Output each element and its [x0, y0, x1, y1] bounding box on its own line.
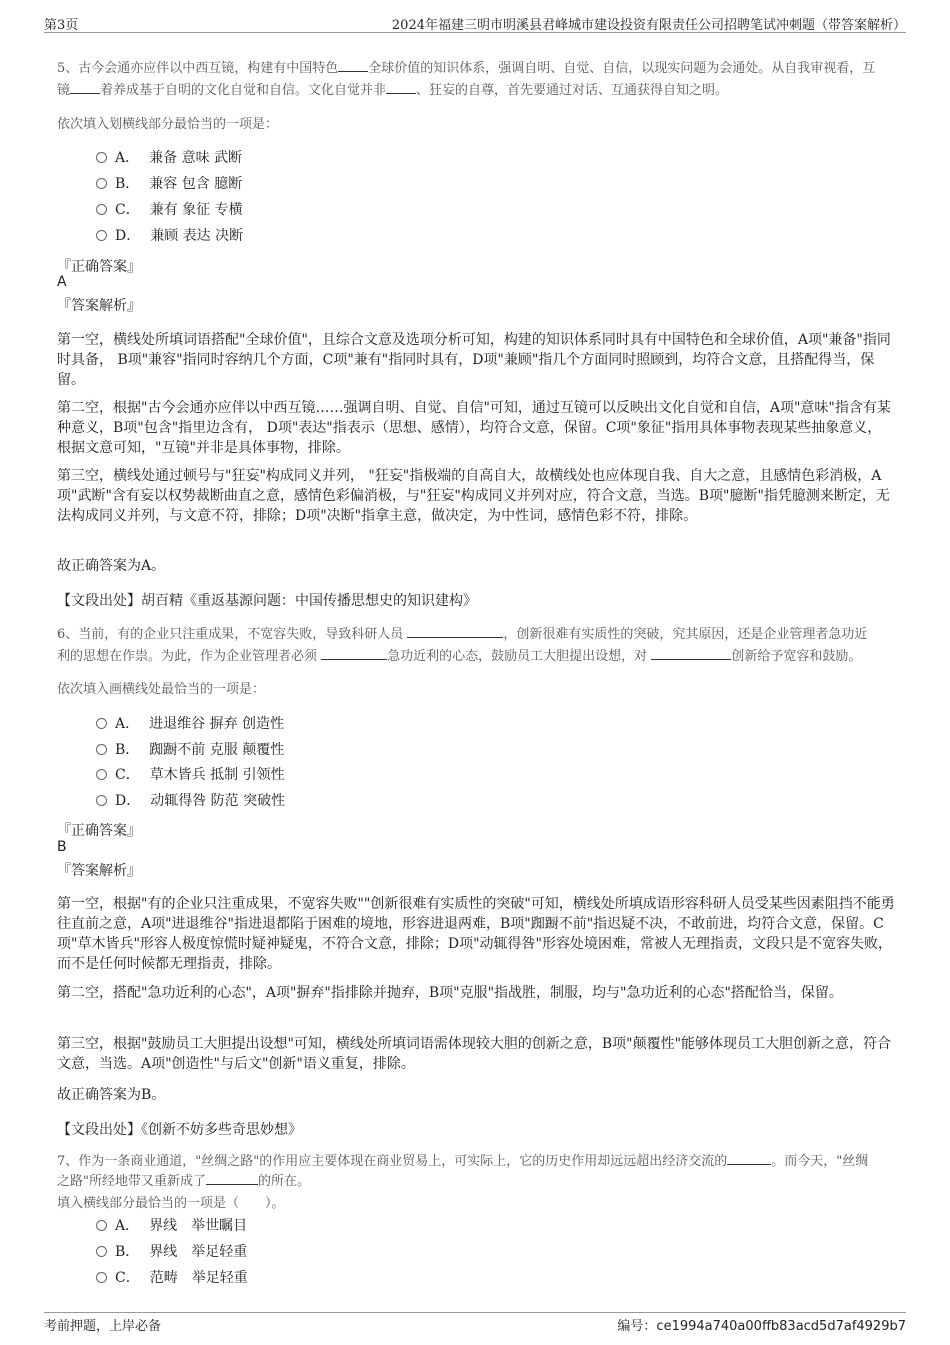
- q6-analysis-label: 『答案解析』: [57, 863, 141, 879]
- q5-answer: A: [57, 274, 67, 290]
- q6-option-d[interactable]: D． 动辄得咎 防范 突破性: [96, 790, 285, 812]
- q7-option-b[interactable]: B． 界线 举足轻重: [96, 1241, 247, 1263]
- q5-option-b[interactable]: B． 兼容 包含 臆断: [96, 173, 242, 195]
- q7-prompt: 填入横线部分最恰当的一项是（ ）。: [57, 1196, 285, 1211]
- q7-option-a[interactable]: A． 界线 举世瞩目: [96, 1215, 247, 1237]
- q6-answer: B: [57, 839, 67, 855]
- blank: [321, 647, 387, 660]
- footer-slogan: 考前押题，上岸必备: [44, 1319, 162, 1334]
- blank: [206, 1172, 258, 1185]
- q6-analysis-3: 第三空，根据"鼓励员工大胆提出设想"可知，横线处所填词语需体现较大胆的创新之意，B项"颠覆性"能够体现员工大胆创新之意，符合文意，当选。A项"创造性"与后文"创新"语义重复，排除。: [57, 1036, 892, 1072]
- q5-prompt: 依次填入划横线部分最恰当的一项是：: [57, 117, 279, 132]
- radio-icon[interactable]: [96, 795, 107, 806]
- radio-icon[interactable]: [96, 230, 107, 241]
- radio-icon[interactable]: [96, 178, 107, 189]
- page-header: [44, 12, 906, 33]
- document-code: 编号：ce1994a740a00ffb83acd5d7af4929b7: [617, 1319, 906, 1334]
- radio-icon[interactable]: [96, 1246, 107, 1257]
- radio-icon[interactable]: [96, 1272, 107, 1283]
- radio-icon[interactable]: [96, 769, 107, 780]
- q5-conclusion: 故正确答案为A。: [57, 558, 166, 574]
- q6-option-b[interactable]: B． 踟蹰不前 克服 颠覆性: [96, 739, 284, 761]
- radio-icon[interactable]: [96, 204, 107, 215]
- q7-option-c[interactable]: C． 范畴 举足轻重: [96, 1267, 248, 1289]
- q6-prompt: 依次填入画横线处最恰当的一项是：: [57, 682, 266, 697]
- q6-option-a[interactable]: A． 进退维谷 摒弃 创造性: [96, 713, 284, 735]
- q6-source: 【文段出处】《创新不妨多些奇思妙想》: [57, 1122, 302, 1138]
- q6-stem: 6、当前，有的企业只注重成果，不宽容失败，导致科研人员 ，创新很难有实质性的突破，究其原因，还是企业管理者急功近 利的思想在作祟。为此，作为企业管理者必须 急功近利的心态，鼓励员工大胆提出设想，对 创新给予宽容和鼓励。: [57, 627, 868, 664]
- radio-icon[interactable]: [96, 718, 107, 729]
- q6-conclusion: 故正确答案为B。: [57, 1087, 166, 1103]
- blank: [386, 81, 416, 94]
- q6-option-c[interactable]: C． 草木皆兵 抵制 引领性: [96, 764, 285, 786]
- blank: [338, 59, 368, 72]
- radio-icon[interactable]: [96, 152, 107, 163]
- q6-analysis-1: 第一空，根据"有的企业只注重成果，不宽容失败""创新很难有实质性的突破"可知，横线处所填成语形容科研人员受某些因素阻挡不能勇往直前之意，A项"进退维谷"指进退都陷于困难的境地，形容进退两难，B项"踟蹰不前"指迟疑不决，不敢前进，均符合文意，保留。C项"草木皆兵"形容人极度惊慌时疑神疑鬼，不符合文意，排除；D项"动辄得咎"形容处境困难，常被人无理指责，文段只是不宽容失败，而不是任何时候都无理指责，排除。: [57, 896, 895, 972]
- q5-option-c[interactable]: C． 兼有 象征 专横: [96, 199, 243, 221]
- blank: [407, 625, 503, 638]
- radio-icon[interactable]: [96, 1220, 107, 1231]
- q5-analysis-2: 第二空，根据"古今会通亦应伴以中西互镜……强调自明、自觉、自信"可知，通过互镜可以反映出文化自觉和自信，A项"意味"指含有某种意义，B项"包含"指里边含有， D项"表达"指表示（思想、感情），均符合文意，保留。C项"象征"指用具体事物表现某些抽象意义，根据文意可知，"互镜"并非是具体事物，排除。: [57, 400, 891, 456]
- q5-source: 【文段出处】胡百精《重返基源问题：中国传播思想史的知识建构》: [57, 593, 477, 609]
- q5-option-d[interactable]: D． 兼顾 表达 决断: [96, 225, 243, 247]
- blank: [727, 1152, 771, 1165]
- q5-option-a[interactable]: A． 兼备 意味 武断: [96, 147, 242, 169]
- q5-analysis-label: 『答案解析』: [57, 298, 141, 314]
- q7-stem: 7、作为一条商业通道，"丝绸之路"的作用应主要体现在商业贸易上，可实际上，它的历史作用却远远超出经济交流的 。而今天，"丝绸 之路"所经地带又重新成了 的所在。: [57, 1154, 869, 1189]
- blank: [70, 81, 100, 94]
- q5-answer-label: 『正确答案』: [57, 259, 141, 275]
- q6-answer-label: 『正确答案』: [57, 823, 141, 839]
- q5-stem: 5、古今会通亦应伴以中西互镜，构建有中国特色 全球价值的知识体系，强调自明、自觉、自信，以现实问题为会通处。从自我审视看，互 镜 着养成基于自明的文化自觉和自信。文化自觉并非 、狂妄的自尊，首先要通过对话、互通获得自知之明。: [57, 61, 876, 98]
- q5-analysis-1: 第一空，横线处所填词语搭配"全球价值"，且综合文意及选项分析可知，构建的知识体系同时具有中国特色和全球价值，A项"兼备"指同时具备， B项"兼容"指同时容纳几个方面，C项"兼有"指同时具有，D项"兼顾"指几个方面同时照顾到，均符合文意，且搭配得当，保留。: [57, 332, 891, 388]
- q5-analysis-3: 第三空，横线处通过顿号与"狂妄"构成同义并列， "狂妄"指极端的自高自大，故横线处也应体现自我、自大之意，且感情色彩消极，A项"武断"含有妄以权势裁断曲直之意，感情色彩偏消极，与"狂妄"构成同义并列对应，符合文意，当选。B项"臆断"指凭臆测来断定，无法构成同义并列，与文意不符，排除；D项"决断"指拿主意，做决定，为中性词，感情色彩不符，排除。: [57, 468, 890, 524]
- document-title: 2024年福建三明市明溪县君峰城市建设投资有限责任公司招聘笔试冲刺题（带答案解析）: [391, 18, 906, 33]
- q6-analysis-2: 第二空，搭配"急功近利的心态"，A项"摒弃"指排除并抛弃，B项"克服"指战胜，制服，均与"急功近利的心态"搭配恰当，保留。: [57, 985, 843, 1001]
- radio-icon[interactable]: [96, 744, 107, 755]
- blank: [651, 647, 731, 660]
- page-number: 第3页: [44, 18, 79, 33]
- page-footer: [44, 1312, 906, 1334]
